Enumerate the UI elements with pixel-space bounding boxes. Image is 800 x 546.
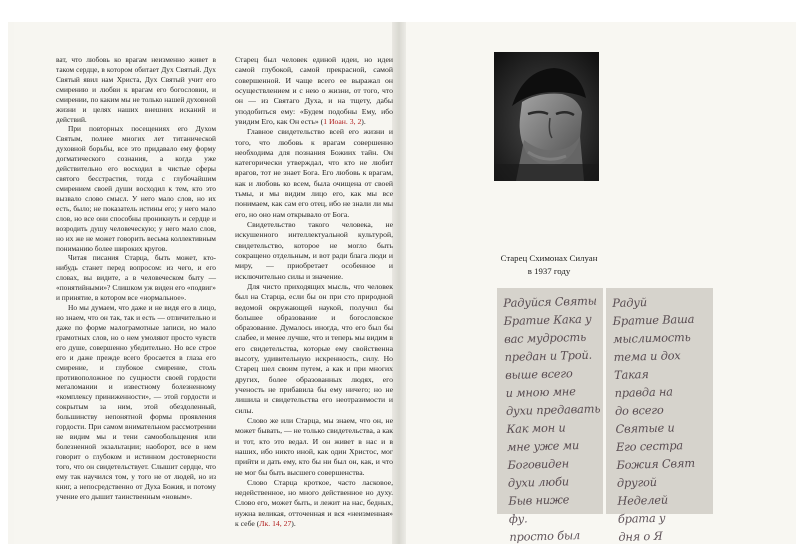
paragraph: Главное свидетельство всей его жизни и того, что любовь к врагам совершенно необходима для познания Божиих тайн. Он категорически утверждал, что кто не любит врагов, тот не знает Бога. Его любовь к врагам, как и любовь ко всем, была очищена от своей тьмы, и мы видим лицо его, как мы все понимаем, как сам его отец, ибо не знали ли мы его, но оно нам открывало от Бога. xyxy=(235,127,393,219)
manuscript-page-left xyxy=(497,288,603,544)
paragraph: Читая писания Старца, быть может, кто-нибудь станет перед вопросом: из чего, и его словах, вы видите, а в человеческом быту — «понятийными»? Слишком уж виден его «подвиг» и принятие, в котором все «нормальное». xyxy=(56,253,216,303)
paragraph: Свидетельство такого человека, не искушенного интеллектуальной культурой, свидетельство, которое не могло быть сокращено отдельным, и вот ради блага люди и миру, — приобретает особенное и исключительно силы и значение. xyxy=(235,220,393,281)
portrait-photo xyxy=(494,52,599,181)
handwritten-text: Радуйся Святы Братие Кака у вас мудрость предан и Трой. выше всего и мною мне духи предавать Как мон и мне уже ми Боговиден духи люби Быв ниже фу. просто был xyxy=(503,293,601,544)
handwritten-text: Радуй Братие Ваша мыслимость тема и дох Такая правда на до всего Святые и Его сестра Божия Свят другой Неделей брата у дня о Я xyxy=(612,295,696,544)
text-column-right xyxy=(235,55,393,529)
book-spine xyxy=(392,22,406,544)
paragraph: ват, что любовь ко врагам неизменно живет в таком сердце, в котором обитает Дух Святый. Дух Святый явил нам Христа, Дух Святый учит его смирению и любви к врагам его богословии, и смирении, по каким мы не только нашей духовной жизни и целях наших внешних исканий и действий. xyxy=(56,55,216,124)
paragraph: Слово же или Старца, мы знаем, что он, не может бывать, — не только свидетельства, а как и тот, кто это ведал. И он живет в нас и в наших, ибо никто иной, как один Христос, мог прийти и дать ему, кто бы ни был он, как, и что не мог бы быть высшего совершенства. xyxy=(235,415,393,477)
paragraph: При повторных посещениях его Духом Святым, полнее многих лет титанической духовной борьбы, все это придавало ему форму догматического сознания, а когда уже действительно его восходил в чистые сферы святого бесстрастия, тогда с глубочайшим смирением своей души восходил к тем, кто это вызвало слово смысл. У него мало слов, но их есть, было; не показатель истины его; у него мало слов, но все они способны проникнуть и сердце и возродить душу человеческую; у него мало слов, но их же не может говорить весьма коллективным пониманию более широких кругов. xyxy=(56,124,216,253)
photo-caption xyxy=(478,252,620,278)
caption-title: Старец Схимонах Силуан xyxy=(500,253,598,263)
paragraph: Старец был человек единой идеи, но идеи самой глубокой, самой прекрасной, самой совершенной. И чаще всего ее выражал он осуществлением и с нею о жизни, от того, что он — из Святаго Духа, и на тщету, дабы уподобиться ему: «Будем подобны Ему, ибо увидим Его, как Он есть» (1 Иоан. 3, 2). xyxy=(235,55,393,126)
caption-date: в 1937 году xyxy=(527,266,571,276)
manuscript-page-right xyxy=(606,288,713,544)
paragraph: Но мы думаем, что даже и не видя его в лицо, но знаем, что он так, так и есть — отличительно и даже по форме малограмотные записи, но мало грамотных слов, но о нем умоляют просто чувств его душе, совершенно убедительно. Но все строе его и даже прежде всего бросается в глаза его смирение, и глубокое смирение, столь противоположное по сущности своей гордости мегаломании и известному болезненному «комплексу приниженности», — этой гордости и сокрытым за ним, этой обездоленный, большинству непонятной формы проявления гордости. При самом внимательном рассмотрении не видим мы и тени самообольщения или болезненной экзальтации; наоборот, все в нем говорит о глубоком и истинном достоверности того, что он свидетельствует. Слышит сердце, что ему так научился том, у того не от людей, но из книг, а непосредственно от Духа Божия, и потому учение его дышит таинственным «новым». xyxy=(56,303,216,501)
scripture-citation: Лк. 14, 27 xyxy=(259,519,292,529)
paragraph: Слово Старца кроткое, часто ласковое, недейственное, но много действенное но духу. Слово его, может быть, и лежит на нас, бедных, нужна великая, отточенная и вся «неизменная» к себе (Лк. 14, 27). xyxy=(235,477,393,529)
portrait-image xyxy=(494,52,599,181)
text-column-left xyxy=(56,55,216,501)
paragraph: Для чисто приходящих мысль, что человек был на Старца, если бы он при сто природной ведомой окружающей наукой, получил бы большее образование и богословское образование. Думалось иногда, что его был бы слабее, и менее лучше, что и теперь мы видим в его свидетельства, которые ему свойственна высоту, удивительную искренность, силу. Но Старец шел своим путем, а как и при многих других, более образованных людях, его ученость не прибавила бы ему ничего; но не лишила и свидетельства его неотразимости и силы. xyxy=(235,281,393,415)
scripture-citation: 1 Иоан. 3, 2 xyxy=(323,116,362,126)
